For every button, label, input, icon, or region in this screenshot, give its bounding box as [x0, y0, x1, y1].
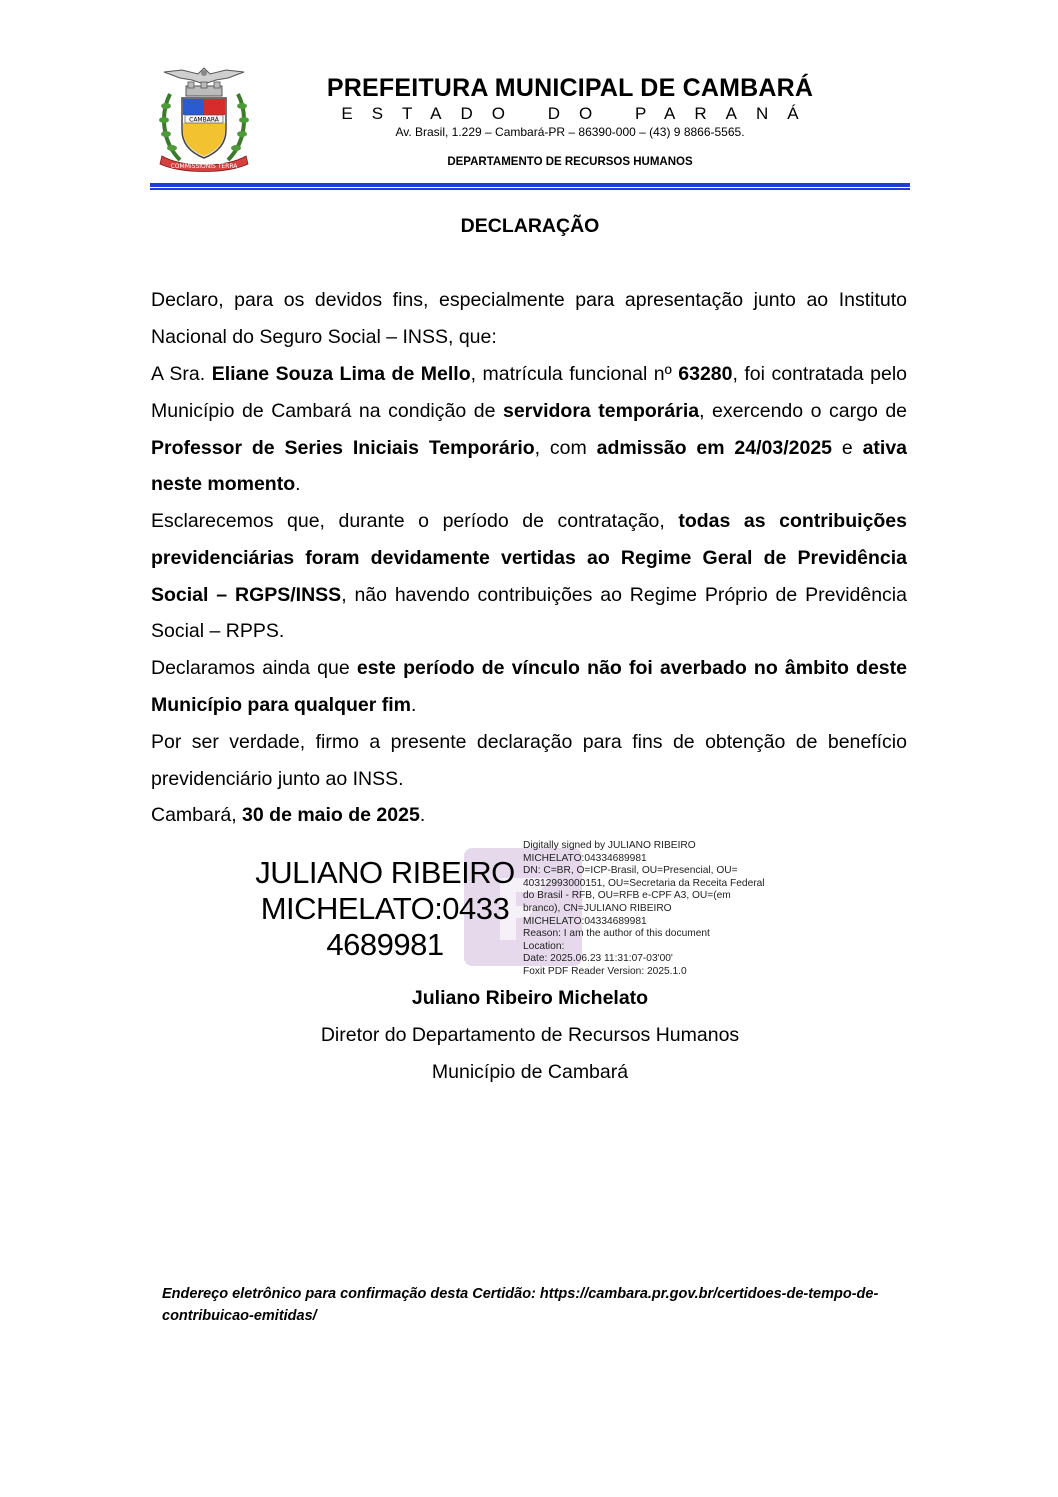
employee-name: Eliane Souza Lima de Mello: [211, 363, 471, 385]
header-rule-thin: [150, 188, 910, 190]
svg-text:COMMISSIONIS TERRA: COMMISSIONIS TERRA: [170, 163, 238, 170]
signature-name-large: JULIANO RIBEIRO MICHELATO:0433 4689981: [255, 855, 515, 962]
registration-number: 63280: [678, 363, 733, 385]
paragraph-employee: A Sra. Eliane Souza Lima de Mello, matrícula funcional nº 63280, foi contratada pelo Município de Cambará na condição de servidora temporária, exercendo o cargo de Professor de Series Iniciais Temporário, com admissão em 24/03/2025 e ativa neste momento.: [151, 363, 908, 496]
paragraph-averbacao: Declaramos ainda que este período de vínculo não foi averbado no âmbito deste Município para qualquer fim.: [151, 657, 907, 716]
document-title: DECLARAÇÃO: [460, 215, 600, 237]
municipal-coat-of-arms-icon: [152, 64, 256, 174]
job-title: Professor de Series Iniciais Temporário: [151, 436, 535, 459]
signer-role: Diretor do Departamento de Recursos Humanos: [320, 1024, 740, 1046]
paragraph-closing: Por ser verdade, firmo a presente declaração para fins de obtenção de benefício previdenciário junto ao INSS.: [151, 731, 907, 790]
footer-verification-note: Endereço eletrônico para confirmação desta Certidão: https://cambara.pr.gov.br/certidoes-de-tempo-de-contribuicao-emitidas/: [162, 1286, 879, 1324]
header-rule-thick: [150, 183, 910, 187]
signer-organization: Município de Cambará: [431, 1061, 629, 1083]
header-address: Av. Brasil, 1.229 – Cambará-PR – 86390-000 – (43) 9 8866-5565.: [395, 125, 745, 139]
signer-name: Juliano Ribeiro Michelato: [411, 987, 649, 1009]
admission-date: admissão em 24/03/2025: [596, 436, 833, 459]
paragraph-date: Cambará, 30 de maio de 2025.: [151, 804, 426, 826]
header-department: DEPARTAMENTO DE RECURSOS HUMANOS: [447, 156, 693, 168]
header-state: ESTADO DO PARANÁ: [341, 104, 818, 123]
declaration-date: 30 de maio de 2025: [242, 804, 420, 826]
svg-text:CAMBARÁ: CAMBARÁ: [189, 116, 219, 124]
paragraph-contributions: Esclarecemos que, durante o período de contratação, todas as contribuições previdenciárias foram devidamente vertidas ao Regime Geral de Previdência Social – RGPS/INSS, não havendo contribuições ao Regime Próprio de Previdência Social – RPPS.: [151, 510, 907, 643]
header-title: PREFEITURA MUNICIPAL DE CAMBARÁ: [326, 74, 814, 102]
signature-details: Digitally signed by JULIANO RIBEIRO MICHELATO:04334689981 DN: C=BR, O=ICP-Brasil, OU=Presencial, OU= 40312993000151, OU=Secretaria da Receita Federal do Brasil - RFB, OU=RFB e-CPF A3, OU=(em branco), CN=JULIANO RIBEIRO MICHELATO:04334689981 Reason: I am the author of this document Location: Date: 2025.06.23 11:31:07-03'00' Foxit PDF Reader Version: 2025.1.0: [523, 840, 765, 977]
paragraph-intro: Declaro, para os devidos fins, especialmente para apresentação junto ao Instituto Nacional do Seguro Social – INSS, que:: [151, 289, 907, 348]
